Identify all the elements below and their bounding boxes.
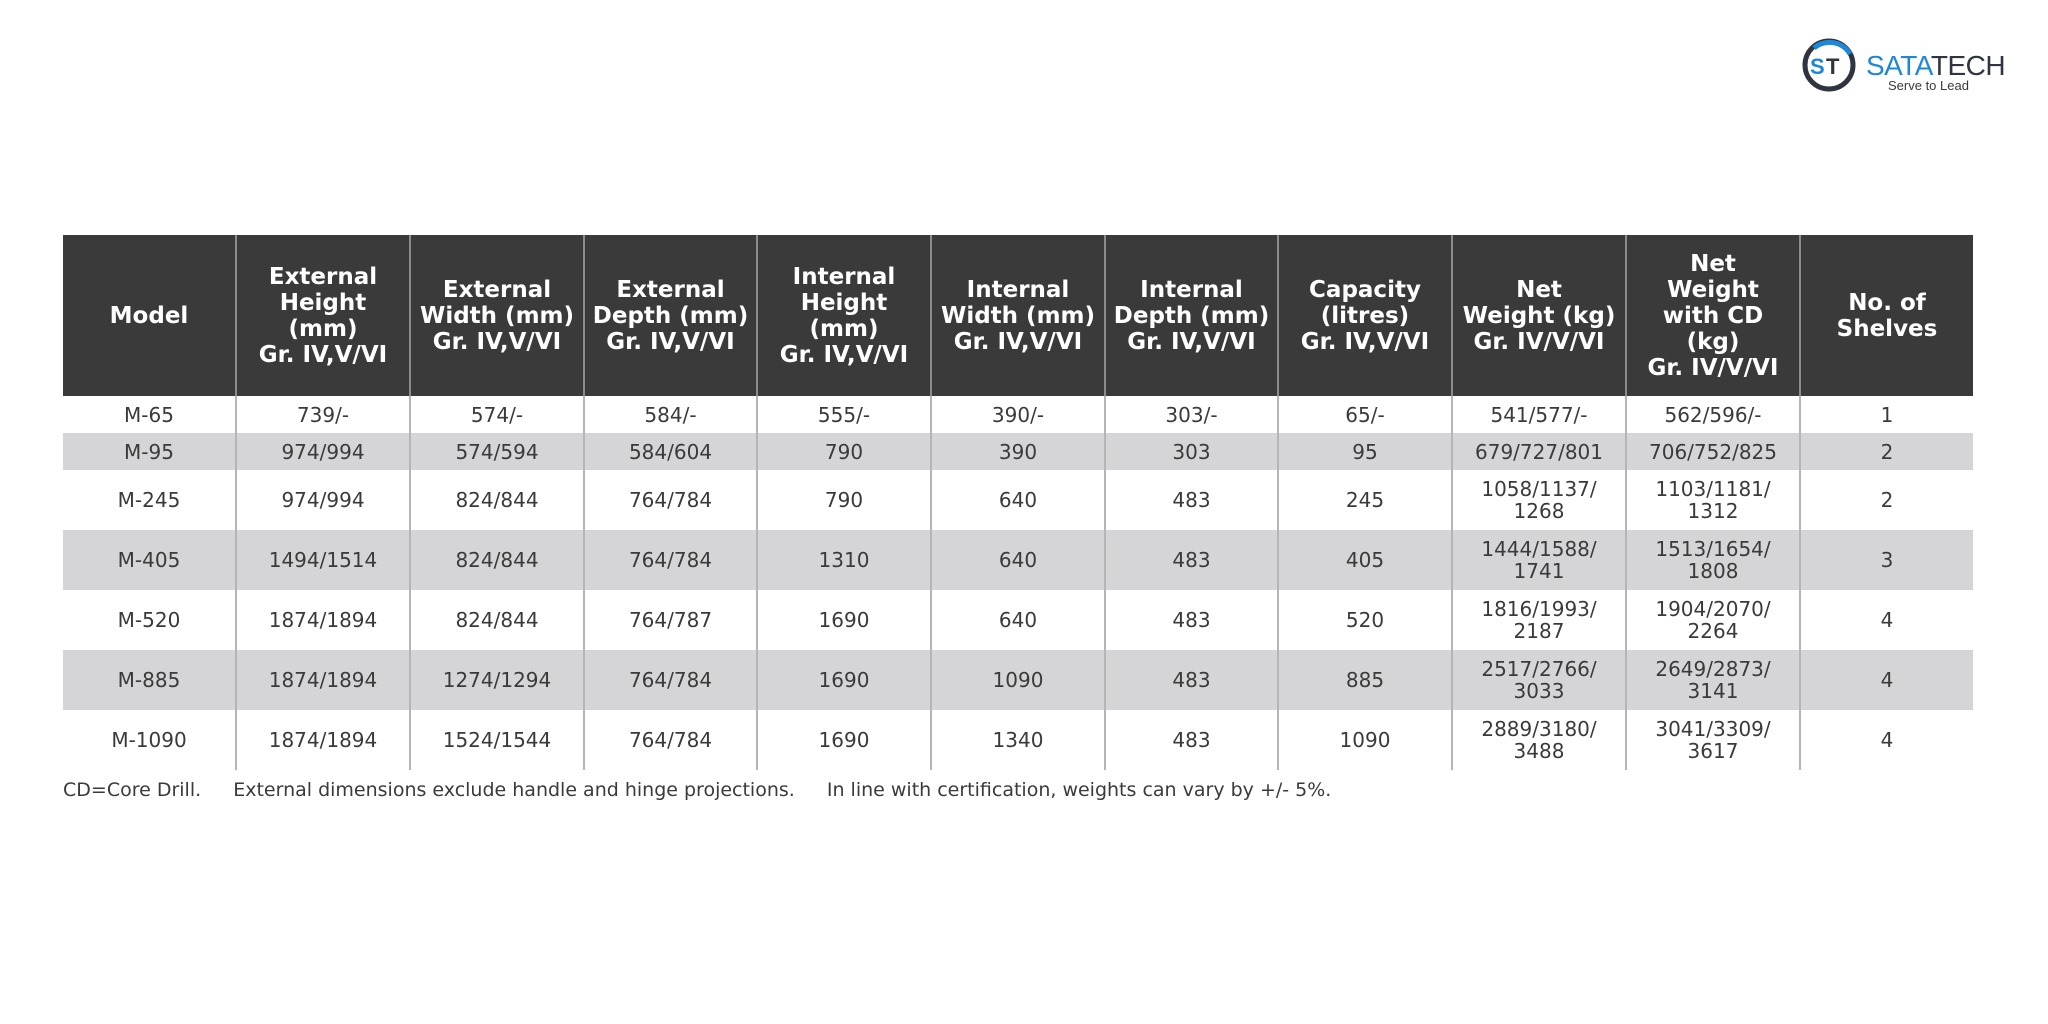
model-cell: M-1090 xyxy=(111,728,187,752)
table-cell: 764/787 xyxy=(584,590,757,650)
table-cell: 1058/1137/ 1268 xyxy=(1452,470,1626,530)
table-cell: 3 xyxy=(1800,530,1973,590)
table-cell: 790 xyxy=(757,433,931,470)
footnote xyxy=(63,779,1357,801)
column-header: Internal Depth (mm) Gr. IV,V/VI xyxy=(1105,235,1278,396)
table-cell: 2517/2766/ 3033 xyxy=(1452,650,1626,710)
table-cell: 2649/2873/ 3141 xyxy=(1626,650,1800,710)
model-cell: M-245 xyxy=(117,488,181,512)
table-cell: 764/784 xyxy=(584,710,757,770)
table-row xyxy=(63,650,1973,710)
table-cell: 1690 xyxy=(757,590,931,650)
table-cell: 562/596/- xyxy=(1626,396,1800,433)
table-cell: 1 xyxy=(1800,396,1973,433)
table-row xyxy=(63,710,1973,770)
table-cell: 483 xyxy=(1105,590,1278,650)
table-cell: 885 xyxy=(1278,650,1452,710)
table-cell: 1340 xyxy=(931,710,1105,770)
table-cell: 1513/1654/ 1808 xyxy=(1626,530,1800,590)
table-row xyxy=(63,590,1973,650)
column-header: Net Weight (kg) Gr. IV/V/VI xyxy=(1452,235,1626,396)
table-cell: 739/- xyxy=(236,396,410,433)
table-cell: 483 xyxy=(1105,530,1278,590)
table-cell: 2 xyxy=(1800,433,1973,470)
table-cell: 65/- xyxy=(1278,396,1452,433)
table-row xyxy=(63,530,1973,590)
table-cell: 555/- xyxy=(757,396,931,433)
column-header: External Width (mm) Gr. IV,V/VI xyxy=(410,235,584,396)
table-cell: 303/- xyxy=(1105,396,1278,433)
table-cell: 541/577/- xyxy=(1452,396,1626,433)
table-cell: 303 xyxy=(1105,433,1278,470)
table-cell: 790 xyxy=(757,470,931,530)
column-header: Model xyxy=(63,235,236,396)
column-header: External Depth (mm) Gr. IV,V/VI xyxy=(584,235,757,396)
table-cell: 574/594 xyxy=(410,433,584,470)
table-cell: 1524/1544 xyxy=(410,710,584,770)
svg-text:S: S xyxy=(1810,54,1825,79)
table-cell: 640 xyxy=(931,470,1105,530)
table-header-row xyxy=(63,235,1973,396)
table-cell: 1274/1294 xyxy=(410,650,584,710)
table-cell: 1090 xyxy=(1278,710,1452,770)
table-cell: 1444/1588/ 1741 xyxy=(1452,530,1626,590)
table-cell: 824/844 xyxy=(410,530,584,590)
column-header: Internal Height (mm) Gr. IV,V/VI xyxy=(757,235,931,396)
column-header: Internal Width (mm) Gr. IV,V/VI xyxy=(931,235,1105,396)
table-cell: 974/994 xyxy=(236,433,410,470)
st-logo-icon xyxy=(1800,36,1858,94)
table-cell: 764/784 xyxy=(584,530,757,590)
table-cell: 1904/2070/ 2264 xyxy=(1626,590,1800,650)
footnote-core-drill: CD=Core Drill. xyxy=(63,779,202,801)
model-cell: M-65 xyxy=(124,402,174,427)
table-cell: 245 xyxy=(1278,470,1452,530)
table-cell: 1494/1514 xyxy=(236,530,410,590)
table-cell: 2889/3180/ 3488 xyxy=(1452,710,1626,770)
table-cell: 640 xyxy=(931,590,1105,650)
table-cell: 1874/1894 xyxy=(236,650,410,710)
table-cell: 764/784 xyxy=(584,650,757,710)
footnote-dimensions: External dimensions exclude handle and hinge projections. xyxy=(233,779,795,801)
table-cell: 95 xyxy=(1278,433,1452,470)
table-cell: 4 xyxy=(1800,710,1973,770)
table-cell: 584/- xyxy=(584,396,757,433)
table-cell: 1874/1894 xyxy=(236,710,410,770)
brand-logo xyxy=(1800,36,2015,96)
brand-name-part1: SATA xyxy=(1866,50,1931,81)
table-cell: 584/604 xyxy=(584,433,757,470)
table-cell: 1103/1181/ 1312 xyxy=(1626,470,1800,530)
model-cell: M-95 xyxy=(63,433,236,470)
table-cell: 390 xyxy=(931,433,1105,470)
table-cell: 520 xyxy=(1278,590,1452,650)
table-cell: 1690 xyxy=(757,710,931,770)
table-row xyxy=(63,396,1973,433)
table-body xyxy=(63,396,1973,770)
table-cell: 1090 xyxy=(931,650,1105,710)
table-row xyxy=(63,433,1973,470)
brand-name-part2: TECH xyxy=(1930,50,2006,81)
table-cell: 1310 xyxy=(757,530,931,590)
svg-text:T: T xyxy=(1826,54,1840,79)
model-cell: M-520 xyxy=(117,608,181,632)
table-cell: 483 xyxy=(1105,710,1278,770)
table-cell: 679/727/801 xyxy=(1452,433,1626,470)
column-header: Net Weight with CD (kg) Gr. IV/V/VI xyxy=(1626,235,1800,396)
table-cell: 483 xyxy=(1105,470,1278,530)
column-header: External Height (mm) Gr. IV,V/VI xyxy=(236,235,410,396)
table-cell: 706/752/825 xyxy=(1626,433,1800,470)
table-cell: 3041/3309/ 3617 xyxy=(1626,710,1800,770)
column-header: No. of Shelves xyxy=(1800,235,1973,396)
specification-table xyxy=(63,235,1973,770)
table-cell: 1690 xyxy=(757,650,931,710)
table-cell: 4 xyxy=(1800,590,1973,650)
table-row xyxy=(63,470,1973,530)
table-cell: 640 xyxy=(931,530,1105,590)
table-cell: 574/- xyxy=(410,396,584,433)
table-cell: 4 xyxy=(1800,650,1973,710)
table-cell: 974/994 xyxy=(236,470,410,530)
model-cell: M-885 xyxy=(63,650,236,710)
table-cell: 824/844 xyxy=(410,590,584,650)
table-cell: 1874/1894 xyxy=(236,590,410,650)
table-cell: 824/844 xyxy=(410,470,584,530)
table-cell: 2 xyxy=(1800,470,1973,530)
table-cell: 1816/1993/ 2187 xyxy=(1452,590,1626,650)
brand-tagline: Serve to Lead xyxy=(1888,78,1969,93)
footnote-weights: In line with certification, weights can vary by +/- 5%. xyxy=(826,779,1332,801)
column-header: Capacity (litres) Gr. IV,V/VI xyxy=(1278,235,1452,396)
table-cell: 390/- xyxy=(931,396,1105,433)
table-cell: 764/784 xyxy=(584,470,757,530)
table-cell: 483 xyxy=(1105,650,1278,710)
model-cell: M-405 xyxy=(63,530,236,590)
table-cell: 405 xyxy=(1278,530,1452,590)
